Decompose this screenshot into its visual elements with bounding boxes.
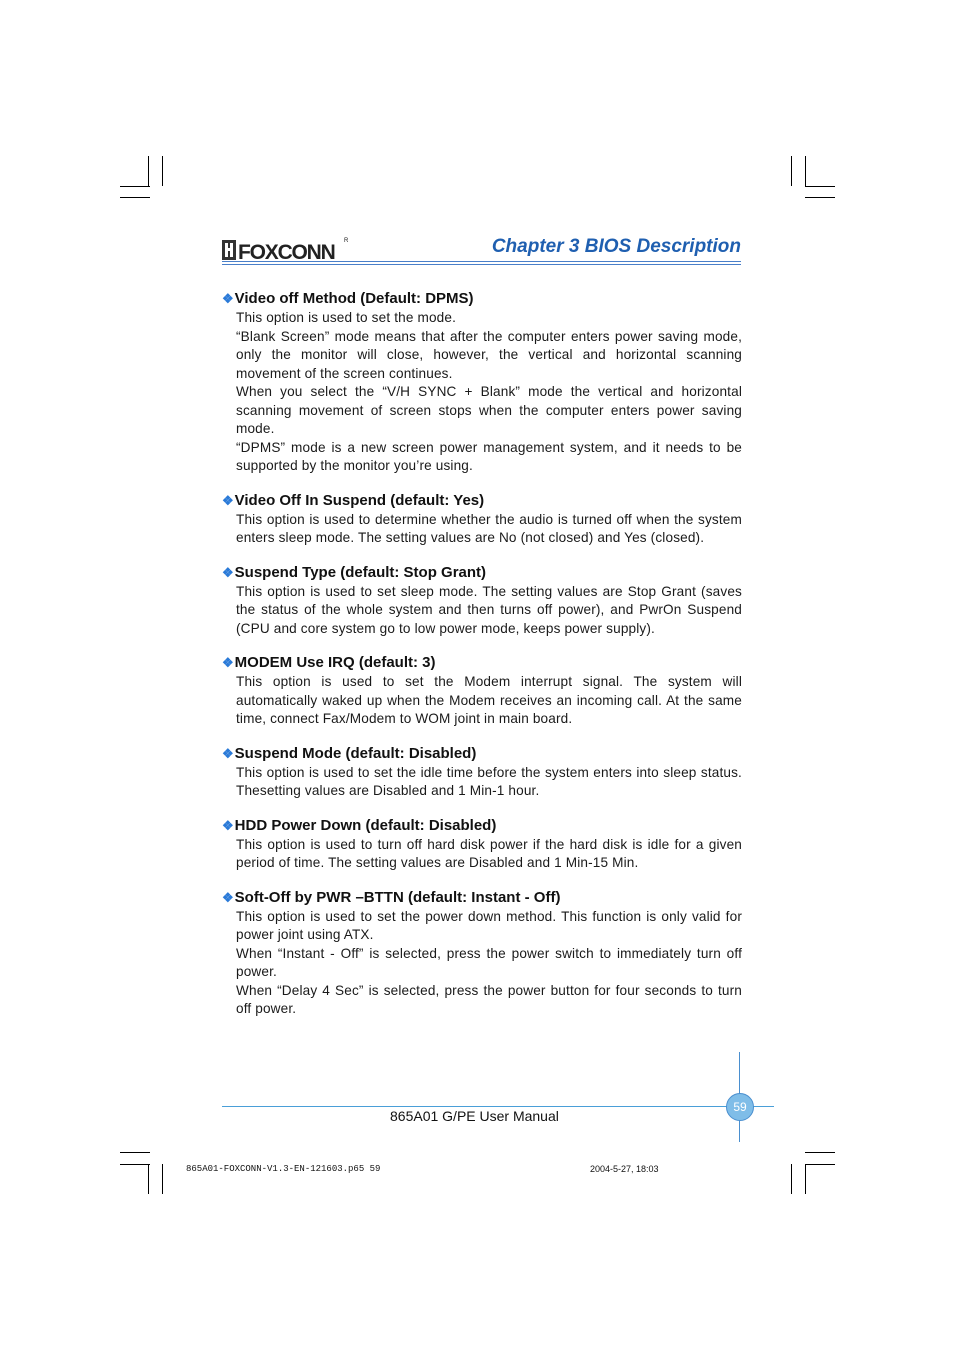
diamond-bullet-icon: ❖	[222, 745, 234, 761]
section-body	[236, 908, 742, 1019]
section-body	[236, 673, 742, 729]
section-heading-text: Suspend Type (default: Stop Grant)	[234, 563, 487, 581]
section-heading	[222, 816, 742, 836]
crop-mark	[120, 186, 150, 187]
crop-mark	[120, 1164, 150, 1165]
diamond-bullet-icon: ❖	[222, 817, 234, 833]
diamond-bullet-icon: ❖	[222, 564, 234, 580]
diamond-bullet-icon: ❖	[222, 291, 234, 306]
manual-name: 865A01 G/PE User Manual	[390, 1108, 559, 1124]
crop-mark	[791, 156, 792, 186]
section-heading	[222, 744, 742, 764]
section-body	[236, 309, 742, 476]
crop-mark	[120, 197, 150, 198]
header-divider	[222, 261, 741, 265]
bios-option-section	[222, 491, 742, 548]
section-body	[236, 583, 742, 639]
chapter-title: Chapter 3 BIOS Description	[491, 236, 741, 257]
crop-mark	[162, 156, 163, 186]
section-paragraph: This option is used to set sleep mode. The setting values are Stop Grant (saves the status of the whole system and then turns off power), and PwrOn Suspend (CPU and core system go to low power mode, keeps power supply).	[236, 583, 742, 636]
section-paragraph: This option is used to turn off hard disk power if the hard disk is idle for a given period of time. The setting values are Disabled and 1 Min-15 Min.	[236, 836, 742, 870]
section-heading	[222, 888, 742, 908]
crop-mark	[148, 1164, 149, 1194]
section-heading-text: Suspend Mode (default: Disabled)	[234, 744, 477, 762]
section-heading	[222, 491, 742, 511]
section-paragraph: This option is used to set the idle time before the system enters into sleep status. Thesetting values are Disabled and 1 Min-1 hour.	[236, 764, 742, 798]
section-paragraph: This option is used to set the mode.	[236, 310, 456, 325]
bios-option-section	[222, 289, 742, 476]
section-body	[236, 836, 742, 873]
section-heading	[222, 563, 742, 583]
section-paragraph: This option is used to determine whether the audio is turned off when the system enters sleep mode. The setting values are No (not closed) and Yes (closed).	[236, 511, 742, 545]
bios-option-section	[222, 744, 742, 801]
diamond-bullet-icon: ❖	[222, 889, 234, 905]
crop-mark	[791, 1164, 792, 1194]
section-heading	[222, 289, 742, 309]
svg-text:R: R	[344, 238, 349, 244]
section-paragraph: When “Instant - Off” is selected, press the power switch to immediately turn off power.	[236, 945, 742, 979]
section-heading	[222, 653, 742, 673]
print-date: 2004-5-27, 18:03	[590, 1164, 659, 1174]
section-paragraph: When “Delay 4 Sec” is selected, press the power button for four seconds to turn off power.	[236, 982, 742, 1016]
crop-mark	[805, 1164, 806, 1194]
section-paragraph: When you select the “V/H SYNC + Blank” mode the vertical and horizontal scanning movement of screen stops when the computer enters power saving mode.	[236, 384, 742, 436]
diamond-bullet-icon: ❖	[222, 655, 234, 670]
section-heading-text: HDD Power Down (default: Disabled)	[234, 816, 497, 834]
section-heading-text: Video off Method (Default: DPMS)	[234, 290, 474, 307]
section-body	[236, 511, 742, 548]
page-number-badge: 59	[726, 1093, 754, 1121]
crop-mark	[805, 186, 835, 187]
section-heading-text: Soft-Off by PWR –BTTN (default: Instant - Off)	[234, 888, 561, 906]
bios-option-section	[222, 563, 742, 639]
crop-mark	[805, 1164, 835, 1165]
print-file-info: 865A01-FOXCONN-V1.3-EN-121603.p65 59	[186, 1164, 381, 1174]
diamond-bullet-icon: ❖	[222, 492, 234, 508]
crop-mark	[805, 156, 806, 186]
bios-option-section	[222, 653, 742, 729]
section-paragraph: This option is used to set the power down method. This function is only valid for power joint using ATX.	[236, 908, 742, 942]
section-paragraph: “Blank Screen” mode means that after the computer enters power saving mode, only the monitor will close, however, the vertical and horizontal scanning movement of the screen continues.	[236, 328, 742, 381]
footer-divider	[222, 1106, 774, 1107]
section-paragraph: This option is used to set the Modem interrupt signal. The system will automatically waked up when the Modem receives an incoming call. At the same time, connect Fax/Modem to WOM joint in main board.	[236, 674, 742, 726]
bios-option-section	[222, 816, 742, 873]
crop-mark	[120, 1152, 150, 1153]
crop-mark	[805, 197, 835, 198]
section-paragraph: “DPMS” mode is a new screen power management system, and it needs to be supported by the monitor you’re using.	[236, 439, 742, 473]
bios-option-section	[222, 888, 742, 1019]
logo-text: FOXCONN	[238, 241, 335, 262]
crop-mark	[148, 156, 149, 186]
section-heading-text: MODEM Use IRQ (default: 3)	[234, 654, 436, 671]
crop-mark	[162, 1164, 163, 1194]
crop-mark	[805, 1152, 835, 1153]
section-heading-text: Video Off In Suspend (default: Yes)	[234, 491, 485, 509]
main-content	[222, 289, 742, 1034]
section-body	[236, 764, 742, 801]
foxconn-logo	[222, 236, 350, 262]
